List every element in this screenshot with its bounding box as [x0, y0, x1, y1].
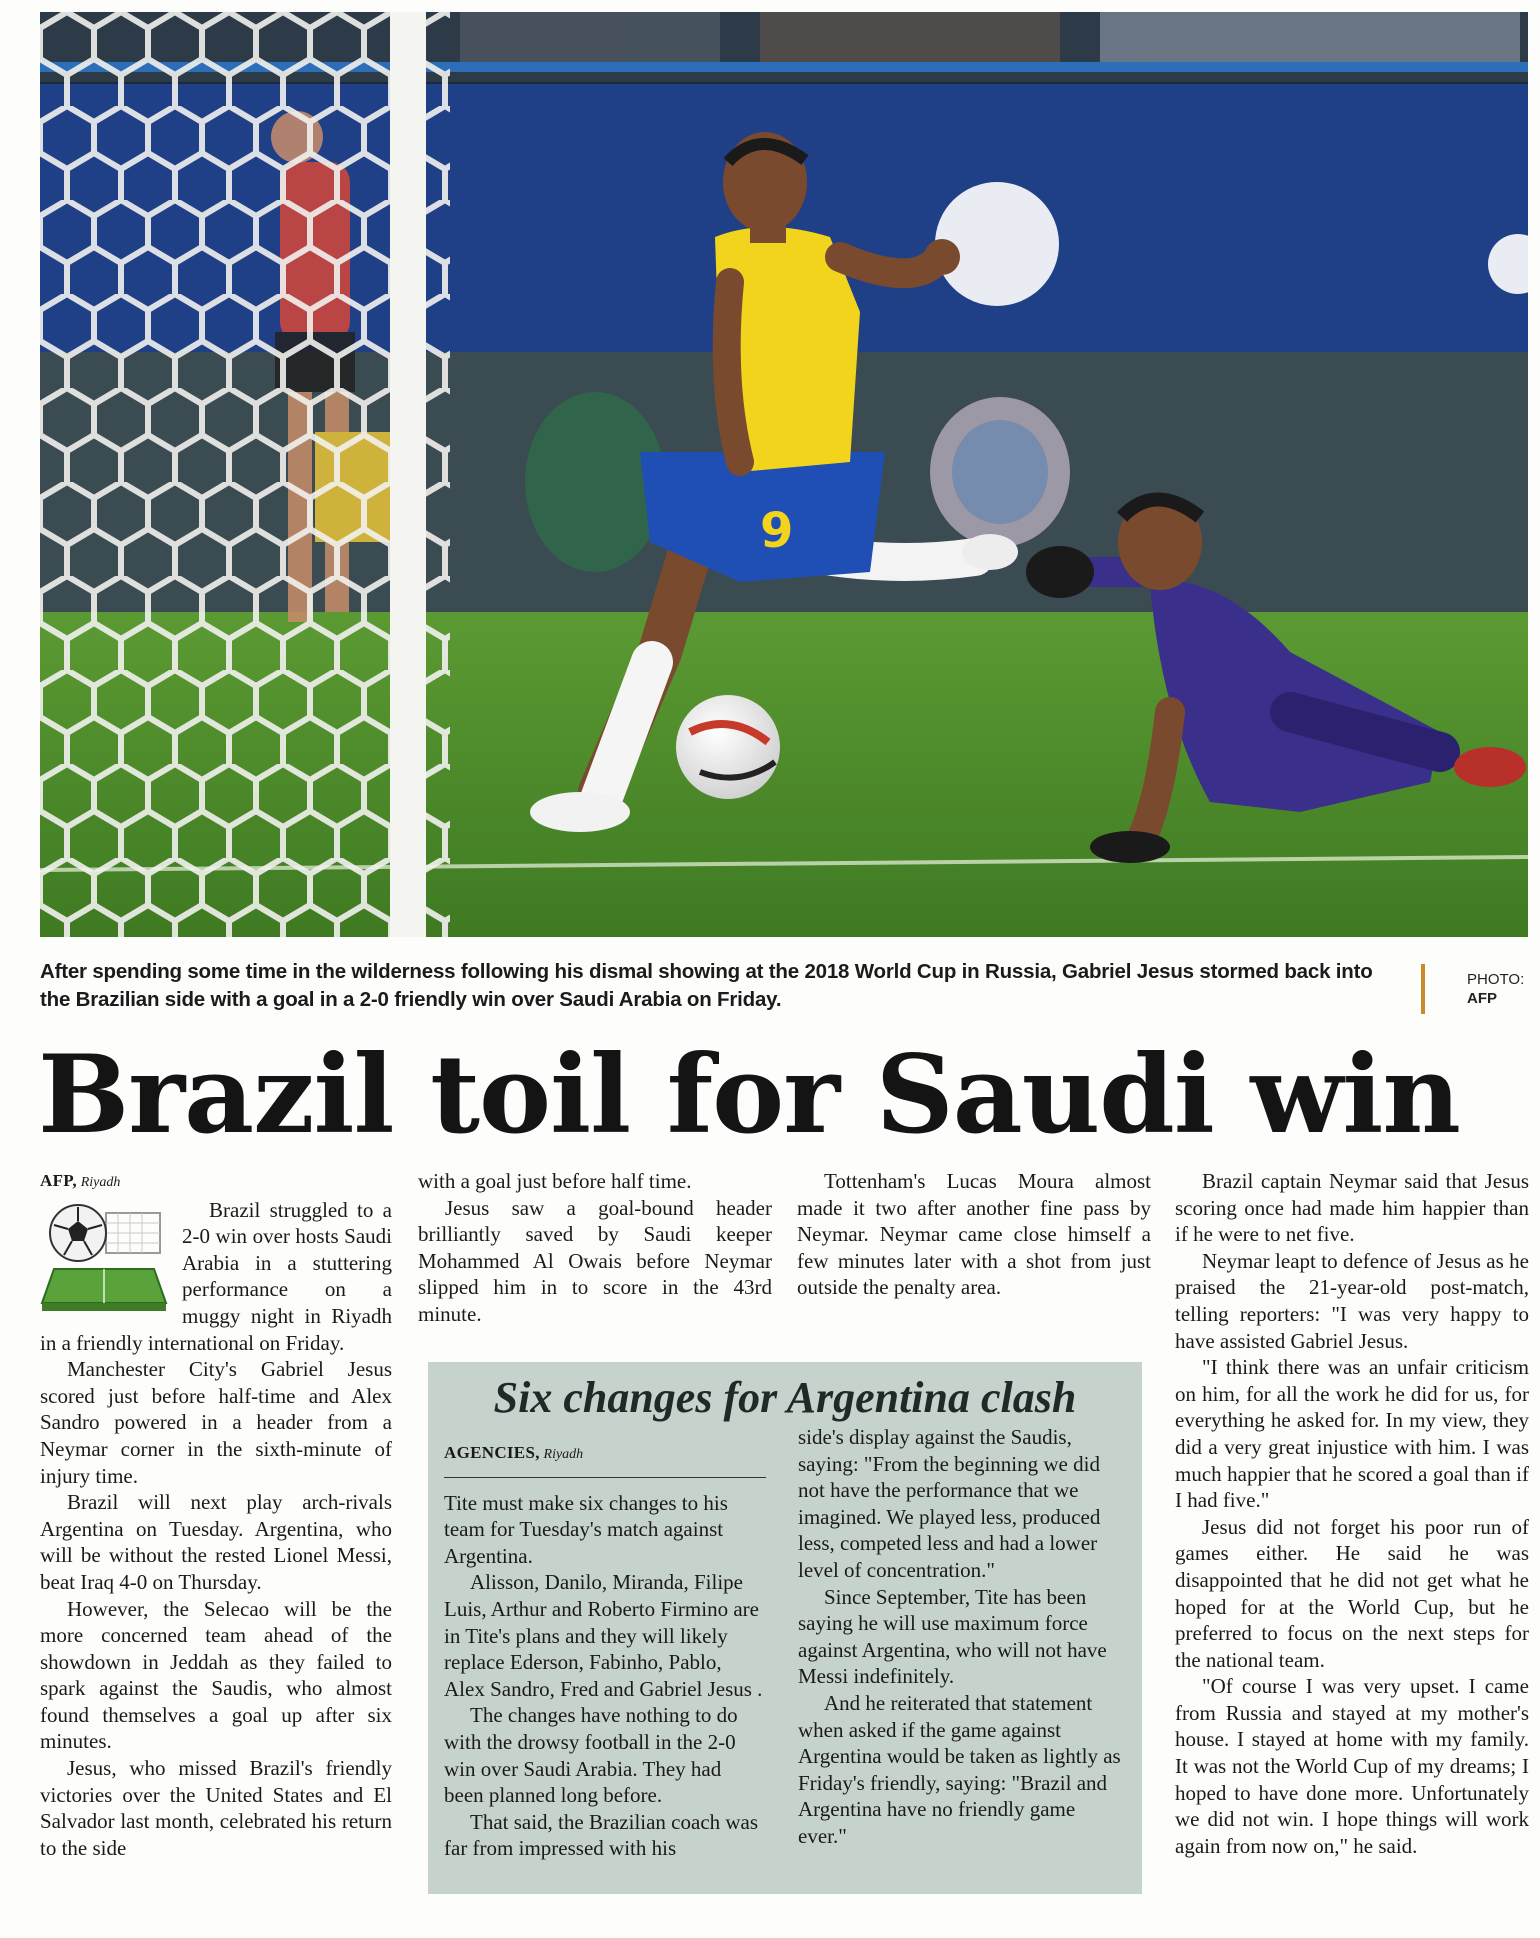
byline-source: AFP, [40, 1171, 77, 1190]
article-paragraph: Jesus did not forget his poor run of games either. He said he was disappointed that he did not get what he hoped for at the World Cup, but he preferred to focus on the next steps for the national team. [1175, 1514, 1529, 1672]
sidebar-paragraph: side's display against the Saudis, saying: "From the beginning we did not have the performance that we imagined. We played less, produced less, competed less and had a lower level of concentration." [798, 1425, 1101, 1582]
sidebar-paragraph: Alisson, Danilo, Miranda, Filipe Luis, Arthur and Roberto Firmino are in Tite's plans and they will likely replace Ederson, Fabinho, Pablo, Alex Sandro, Fred and Gabriel Jesus . [444, 1570, 763, 1701]
caption-divider [1421, 964, 1425, 1014]
article-column-3 [797, 1168, 1151, 1301]
photo-credit-label: PHOTO: [1467, 971, 1525, 988]
sidebar-column-2 [798, 1424, 1128, 1850]
article-column-2 [418, 1168, 772, 1328]
goal-net [40, 12, 450, 937]
sidebar-paragraph: The changes have nothing to do with the drowsy football in the 2-0 win over Saudi Arabia. They had been planned long before. [444, 1703, 738, 1808]
article-paragraph: Manchester City's Gabriel Jesus scored just before half-time and Alex Sandro powered in a header from a Neymar corner in the sixth-minute of injury time. [40, 1357, 392, 1488]
photo-caption: After spending some time in the wilderness following his dismal showing at the 2018 World Cup in Russia, Gabriel Jesus stormed back into the Brazilian side with a goal in a 2-0 friendly win over Saudi Arabia on Friday. [40, 960, 1373, 1011]
article-paragraph: Neymar leapt to defence of Jesus as he praised the 21-year-old post-match, telling reporters: "I was very happy to have assisted Gabriel Jesus. [1175, 1248, 1529, 1353]
article-paragraph: However, the Selecao will be the more concerned team ahead of the showdown in Jeddah as they failed to spark against the Saudis, who almost found themselves a goal up after six minutes. [40, 1596, 392, 1754]
article-paragraph: "Of course I was very upset. I came from Russia and stayed at my mother's house. I stayed at home with my family. It was not the World Cup of my dreams; I hoped to have done more. Unfortunately we did not win. I hope things will work again from now on," he said. [1175, 1674, 1529, 1858]
article-paragraph: "I think there was an unfair criticism on him, for all the work he did for us, for everything he asked for. In my view, they did a very great injustice with him. I was much happier that he scored a goal than if I had five." [1175, 1355, 1529, 1513]
article-byline [40, 1168, 392, 1197]
goal-post [390, 12, 426, 937]
sidebar-paragraph: And he reiterated that statement when asked if the game against Argentina would be taken as lightly as Friday's friendly, saying: "Brazil and Argentina have no friendly game ever." [798, 1690, 1121, 1848]
sidebar-story-box [428, 1362, 1142, 1894]
article-paragraph: Brazil captain Neymar said that Jesus scoring once had made him happier than if he were to net five. [1175, 1169, 1529, 1247]
football [676, 695, 780, 799]
sidebar-byline-place: Riyadh [543, 1447, 584, 1462]
article-paragraph: Jesus saw a goal-bound header brilliantly saved by Saudi keeper Mohammed Al Owais before Neymar slipped him in to score in the 43rd minute. [418, 1195, 772, 1326]
football-pitch-icon [40, 1199, 168, 1317]
headline: Brazil toil for Saudi win [38, 1032, 1460, 1158]
match-photo-illustration [40, 12, 1528, 937]
sidebar-column-1 [444, 1440, 766, 1862]
shorts-number: 9 [760, 503, 794, 559]
sidebar-headline: Six changes for Argentina clash [493, 1373, 1077, 1422]
photo-credit [1467, 970, 1524, 1008]
sidebar-byline [444, 1440, 766, 1478]
article-paragraph: Brazil struggled to a 2-0 win over hosts Saudi Arabia in a stuttering performance on a muggy night in Riyadh in a friendly international on Friday. [40, 1197, 392, 1355]
article-column-4 [1175, 1168, 1529, 1859]
byline-place: Riyadh [80, 1175, 121, 1190]
match-photo [40, 12, 1528, 937]
sidebar-paragraph: That said, the Brazilian coach was far from impressed with his [444, 1809, 759, 1861]
article-paragraph: Tottenham's Lucas Moura almost made it two after another fine pass by Neymar. Neymar came close himself a few minutes later with a shot from just outside the penalty area. [797, 1169, 1151, 1300]
article-paragraph: Jesus, who missed Brazil's friendly victories over the United States and El Salvador last month, celebrated his return to the side [40, 1756, 392, 1860]
sidebar-paragraph: Tite must make six changes to his team for Tuesday's match against Argentina. [444, 1490, 728, 1568]
article-paragraph: with a goal just before half time. [418, 1169, 692, 1193]
sidebar-paragraph: Since September, Tite has been saying he will use maximum force against Argentina, who will not have Messi indefinitely. [798, 1584, 1107, 1689]
sidebar-byline-source: AGENCIES, [444, 1443, 540, 1462]
photo-credit-source: AFP [1467, 990, 1497, 1007]
article-column-1 [40, 1168, 392, 1861]
article-paragraph: Brazil will next play arch-rivals Argentina on Tuesday. Argentina, who will be without the rested Lionel Messi, beat Iraq 4-0 on Thursday. [40, 1490, 392, 1594]
